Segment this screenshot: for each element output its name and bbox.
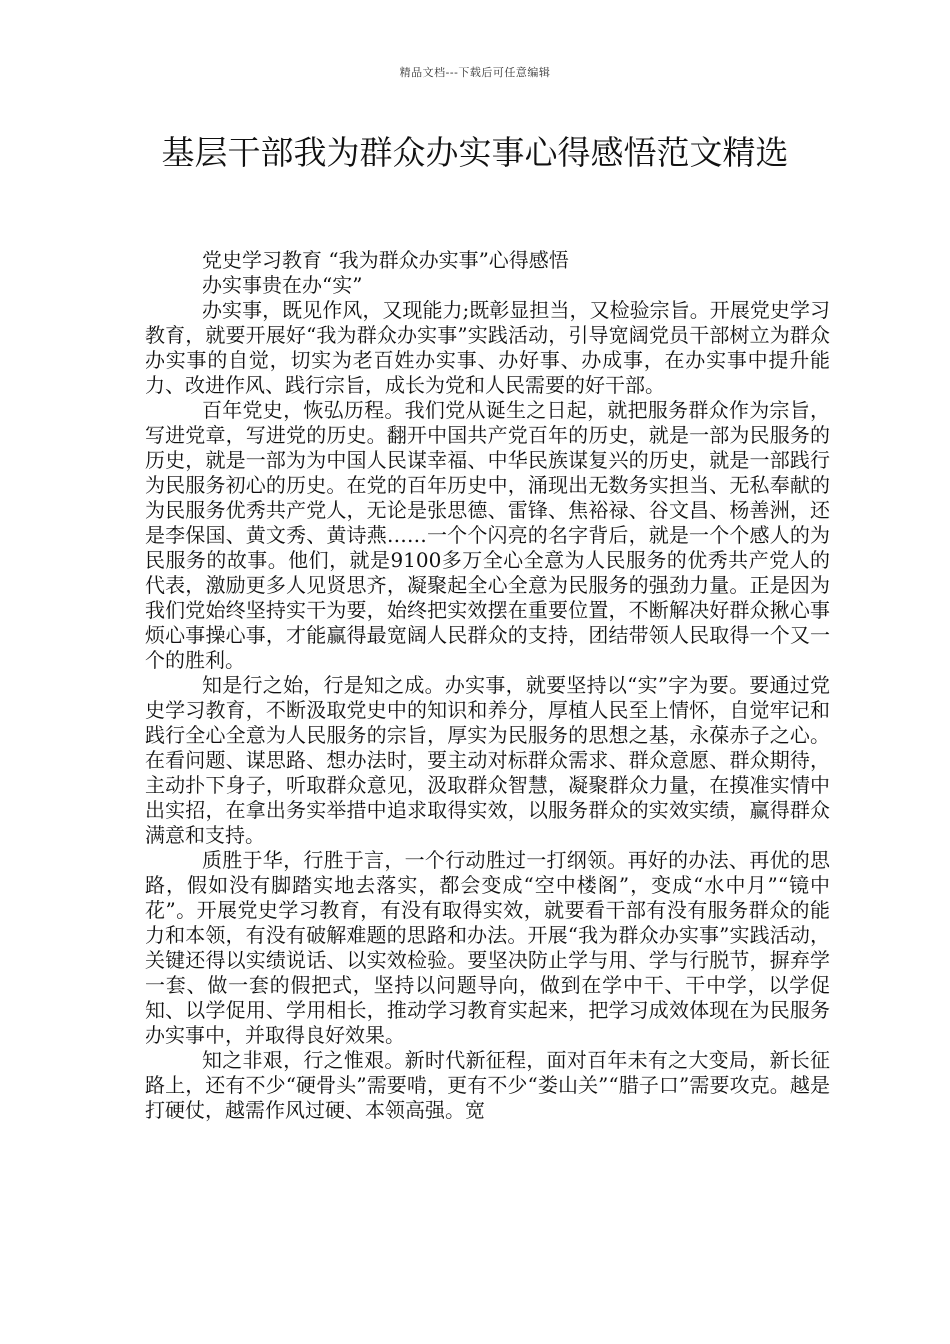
header-note: 精品文档---下载后可任意编辑 <box>399 66 551 79</box>
paragraph-1: 办实事，既见作风，又现能力;既彰显担当，又检验宗旨。开展党史学习教育，就要开展好“我为群众办实事”实践活动，引导宽阔党员干部树立为群众办实事的自觉，切实为老百姓办实事、办好事、办成事，在办实事中提升能力、改进作风、践行宗旨，成长为党和人民需要的好干部。 <box>145 298 830 397</box>
document-body <box>145 248 830 1123</box>
paragraph-2: 百年党史，恢弘历程。我们党从诞生之日起，就把服务群众作为宗旨，写进党章，写进党的历史。翻开中国共产党百年的历史，就是一部为民服务的历史，就是一部为为中国人民谋幸福、中华民族谋复兴的历史，就是一部践行为民服务初心的历史。在党的百年历史中，涌现出无数务实担当、无私奉献的为民服务优秀共产党人，无论是张思德、雷锋、焦裕禄、谷文昌、杨善洲，还是李保国、黄文秀、黄诗燕……一个个闪亮的名字背后，就是一个个感人的为民服务的故事。他们，就是9100多万全心全意为人民服务的优秀共产党人的代表，激励更多人见贤思齐，凝聚起全心全意为民服务的强劲力量。正是因为我们党始终坚持实干为要，始终把实效摆在重要位置，不断解决好群众揪心事烦心事操心事，才能赢得最宽阔人民群众的支持，团结带领人民取得一个又一个的胜利。 <box>145 398 830 672</box>
document-title: 基层干部我为群众办实事心得感悟范文精选 <box>161 133 789 172</box>
subtitle-line-2: 办实事贵在办“实” <box>202 273 363 297</box>
paragraph-3: 知是行之始，行是知之成。办实事，就要坚持以“实”字为要。要通过党史学习教育，不断汲取党史中的知识和养分，厚植人民至上情怀，自觉牢记和践行全心全意为人民服务的宗旨，厚实为民服务的思想之基，永葆赤子之心。在看问题、谋思路、想办法时，要主动对标群众需求、群众意愿、群众期待，主动扑下身子，听取群众意见，汲取群众智慧，凝聚群众力量，在摸准实情中出实招，在拿出务实举措中追求取得实效，以服务群众的实效实绩，赢得群众满意和支持。 <box>145 673 830 847</box>
subtitle-line-1: 党史学习教育 “我为群众办实事”心得感悟 <box>202 248 569 272</box>
paragraph-4: 质胜于华，行胜于言，一个行动胜过一打纲领。再好的办法、再优的思路，假如没有脚踏实地去落实，都会变成“空中楼阁”，变成“水中月”“镜中花”。开展党史学习教育，有没有取得实效，就要看干部有没有服务群众的能力和本领，有没有破解难题的思路和办法。开展“我为群众办实事”实践活动，关键还得以实绩说话、以实效检验。要坚决防止学与用、学与行脱节，摒弃学一套、做一套的假把式，坚持以问题导向，做到在学中干、干中学，以学促知、以学促用、学用相长，推动学习教育实起来，把学习成效体现在为民服务办实事中，并取得良好效果。 <box>145 848 830 1047</box>
paragraph-5: 知之非艰，行之惟艰。新时代新征程，面对百年未有之大变局，新长征路上，还有不少“硬骨头”需要啃，更有不少“娄山关”“腊子口”需要攻克。越是打硬仗，越需作风过硬、本领高强。宽 <box>145 1048 830 1122</box>
